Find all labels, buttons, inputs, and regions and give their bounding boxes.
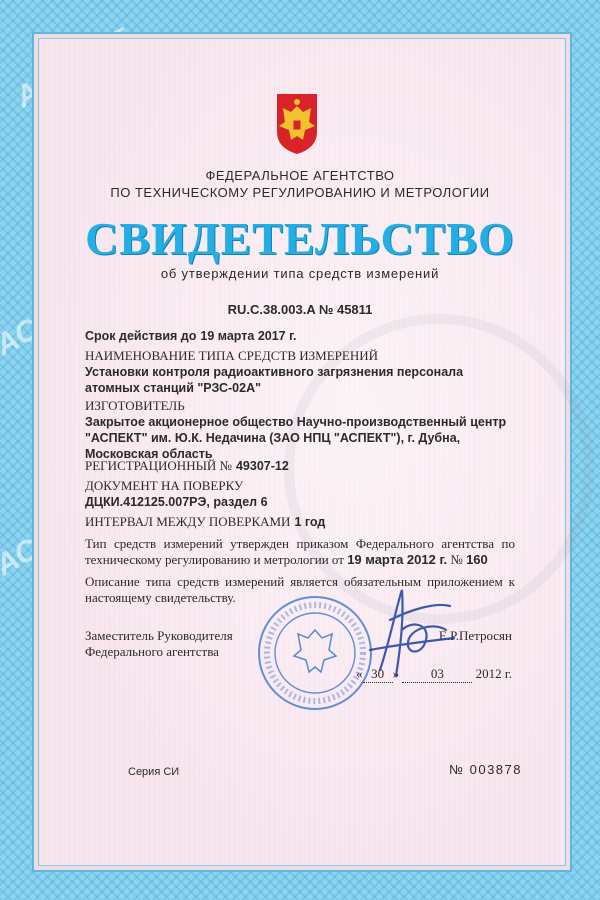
interval-label: ИНТЕРВАЛ МЕЖДУ ПОВЕРКАМИ bbox=[85, 514, 291, 529]
certificate-title: СВИДЕТЕЛЬСТВО bbox=[85, 213, 515, 264]
registration-label: РЕГИСТРАЦИОННЫЙ № bbox=[85, 458, 232, 473]
signature-date: « 30 » 03 2012 г. bbox=[356, 666, 512, 681]
manufacturer-value: Закрытое акционерное общество Научно-производственный центр "АСПЕКТ" им. Ю.К. Недачина (ЗАО НПЦ "АСПЕКТ"), г. Дубна, Московская область bbox=[85, 415, 507, 461]
verification-doc-label: ДОКУМЕНТ НА ПОВЕРКУ bbox=[85, 478, 244, 493]
sign-date-day: 30 bbox=[363, 666, 393, 683]
verification-doc-value: ДЦКИ.412125.007РЭ, раздел 6 bbox=[85, 495, 268, 509]
series-label: Серия СИ bbox=[128, 766, 180, 778]
approval-date: 19 марта 2012 г. bbox=[347, 552, 448, 567]
russia-coat-of-arms-icon bbox=[273, 92, 321, 156]
approval-paragraph bbox=[85, 536, 515, 568]
interval-value: 1 год bbox=[294, 515, 326, 529]
agency-name-line1: ФЕДЕРАЛЬНОЕ АГЕНТСТВО bbox=[205, 168, 395, 183]
certificate-subtitle: об утверждении типа средств измерений bbox=[160, 266, 440, 281]
agency-name-line2: ПО ТЕХНИЧЕСКОМУ РЕГУЛИРОВАНИЮ И МЕТРОЛОГИИ bbox=[110, 185, 490, 200]
manufacturer-label: ИЗГОТОВИТЕЛЬ bbox=[85, 398, 185, 413]
validity-value: 19 марта 2017 г. bbox=[200, 329, 297, 343]
registration-row bbox=[85, 458, 515, 474]
signatory-position-line2: Федерального агентства bbox=[85, 644, 219, 659]
description-note: Описание типа средств измерений является обязательным приложением к настоящему свидетельству. bbox=[85, 574, 515, 605]
type-name-value: Установки контроля радиоактивного загрязнения персонала атомных станций "РЗС-02А" bbox=[85, 365, 464, 395]
approval-number-prefix: № bbox=[450, 552, 463, 567]
signatory-position-line1: Заместитель Руководителя bbox=[85, 628, 233, 643]
signatory-name: Е.Р.Петросян bbox=[438, 628, 512, 643]
validity-label: Срок действия до bbox=[85, 329, 197, 343]
registration-code: RU.C.38.003.A № 45811 bbox=[227, 302, 373, 317]
sign-date-month: 03 bbox=[402, 666, 472, 683]
approval-text: Тип средств измерений утвержден приказом Федерального агентства по техническому регулированию и метрологии от bbox=[85, 536, 515, 567]
approval-number: 160 bbox=[466, 552, 488, 567]
validity-row bbox=[85, 328, 515, 344]
type-name-label: НАИМЕНОВАНИЕ ТИПА СРЕДСТВ ИЗМЕРЕНИЙ bbox=[85, 348, 378, 363]
interval-row bbox=[85, 514, 515, 530]
sign-date-year: 2012 г. bbox=[475, 666, 512, 681]
registration-value: 49307-12 bbox=[235, 459, 289, 473]
certificate-number: № 003878 bbox=[449, 762, 522, 777]
